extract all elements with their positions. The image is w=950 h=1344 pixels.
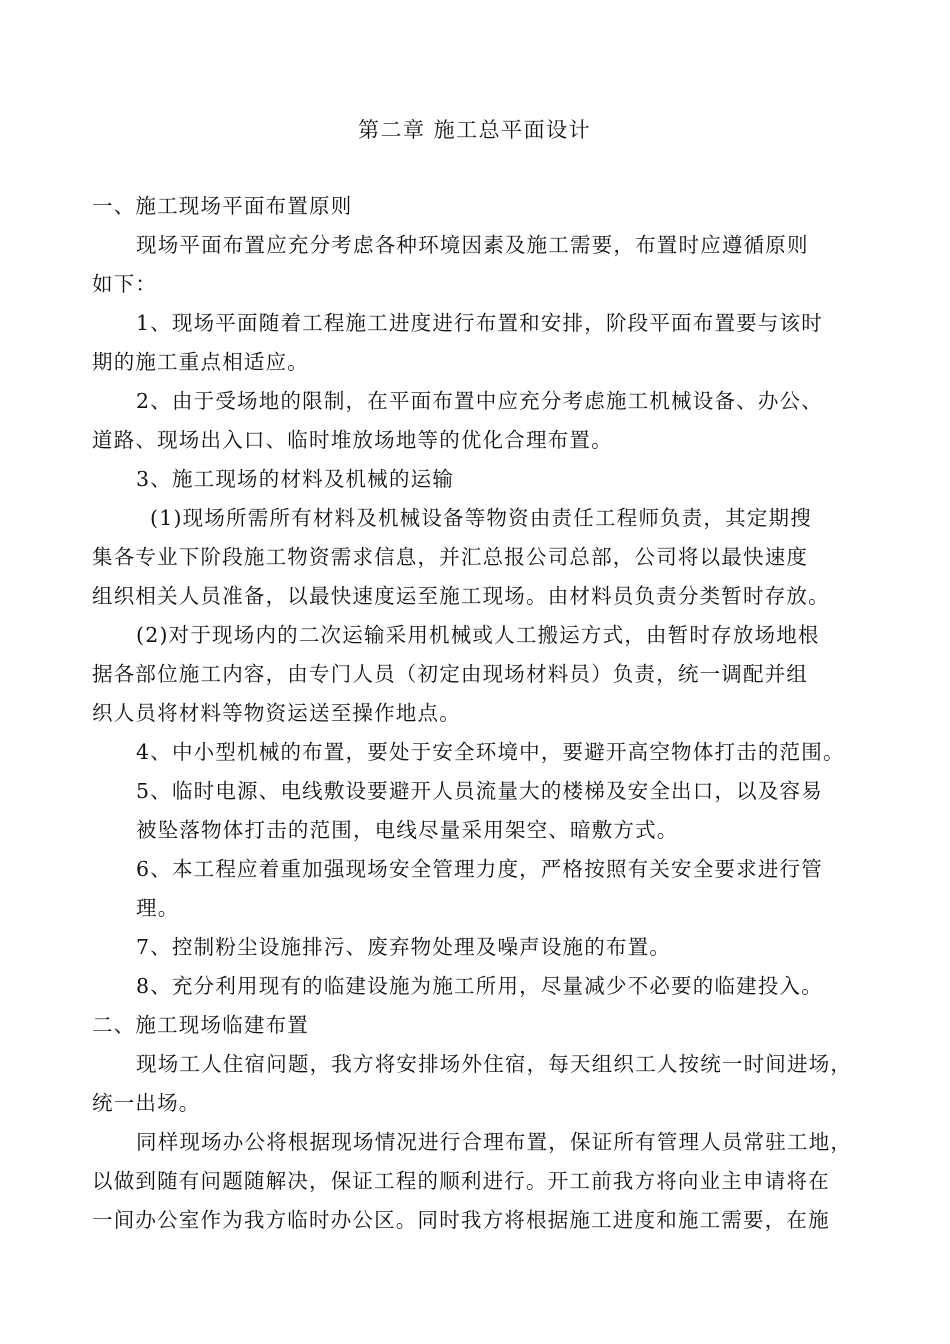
section2-para1-line2: 统一出场。 [92,1091,201,1115]
item3-1-line3: 组织相关人员准备，以最快速度运至施工现场。由材料员负责分类暂时存放。 [92,584,830,608]
item3-heading: 3、施工现场的材料及机械的运输 [136,467,455,491]
item8: 8、充分利用现有的临建设施为施工所用，尽量减少不必要的临建投入。 [136,974,823,998]
section1-heading: 一、施工现场平面布置原则 [92,194,353,218]
section2-para1-line1: 现场工人住宿问题，我方将安排场外住宿，每天组织工人按统一时间进场， [136,1052,853,1076]
item3-2-line1: (2)对于现场内的二次运输采用机械或人工搬运方式，由暂时存放场地根 [136,623,820,647]
item1-line2: 期的施工重点相适应。 [92,350,309,374]
section2-para2-line1: 同样现场办公将根据现场情况进行合理布置，保证所有管理人员常驻工地， [136,1130,853,1154]
section2-para2-line2: 以做到随有问题随解决，保证工程的顺利进行。开工前我方将向业主申请将在 [92,1169,830,1193]
section1-intro-line2: 如下： [92,272,158,296]
item6-line1: 6、本工程应着重加强现场安全管理力度，严格按照有关安全要求进行管 [136,857,823,881]
item6-line2: 理。 [136,896,180,920]
section2-para2-line3: 一间办公室作为我方临时办公区。同时我方将根据施工进度和施工需要，在施 [92,1208,830,1232]
item3-1-line1: (1)现场所需所有材料及机械设备等物资由责任工程师负责，其定期搜 [150,506,812,530]
item2-line1: 2、由于受场地的限制，在平面布置中应充分考虑施工机械设备、办公、 [136,389,823,413]
chapter-title: 第二章 施工总平面设计 [358,118,592,142]
item1-line1: 1、现场平面随着工程施工进度进行布置和安排，阶段平面布置要与该时 [136,311,823,335]
item3-2-line2: 据各部位施工内容，由专门人员（初定由现场材料员）负责，统一调配并组 [92,662,809,686]
section1-intro-line1: 现场平面布置应充分考虑各种环境因素及施工需要，布置时应遵循原则 [136,233,809,257]
item5-line2: 被坠落物体打击的范围，电线尽量采用架空、暗敷方式。 [136,818,679,842]
item3-1-line2: 集各专业下阶段施工物资需求信息，并汇总报公司总部，公司将以最快速度 [92,545,809,569]
section2-heading: 二、施工现场临建布置 [92,1013,309,1037]
item2-line2: 道路、现场出入口、临时堆放场地等的优化合理布置。 [92,428,613,452]
item5-line1: 5、临时电源、电线敷设要避开人员流量大的楼梯及安全出口，以及容易 [136,779,823,803]
item4: 4、中小型机械的布置，要处于安全环境中，要避开高空物体打击的范围。 [136,740,845,764]
item7: 7、控制粉尘设施排污、废弃物处理及噪声设施的布置。 [136,935,672,959]
item3-2-line3: 织人员将材料等物资运送至操作地点。 [92,701,461,725]
